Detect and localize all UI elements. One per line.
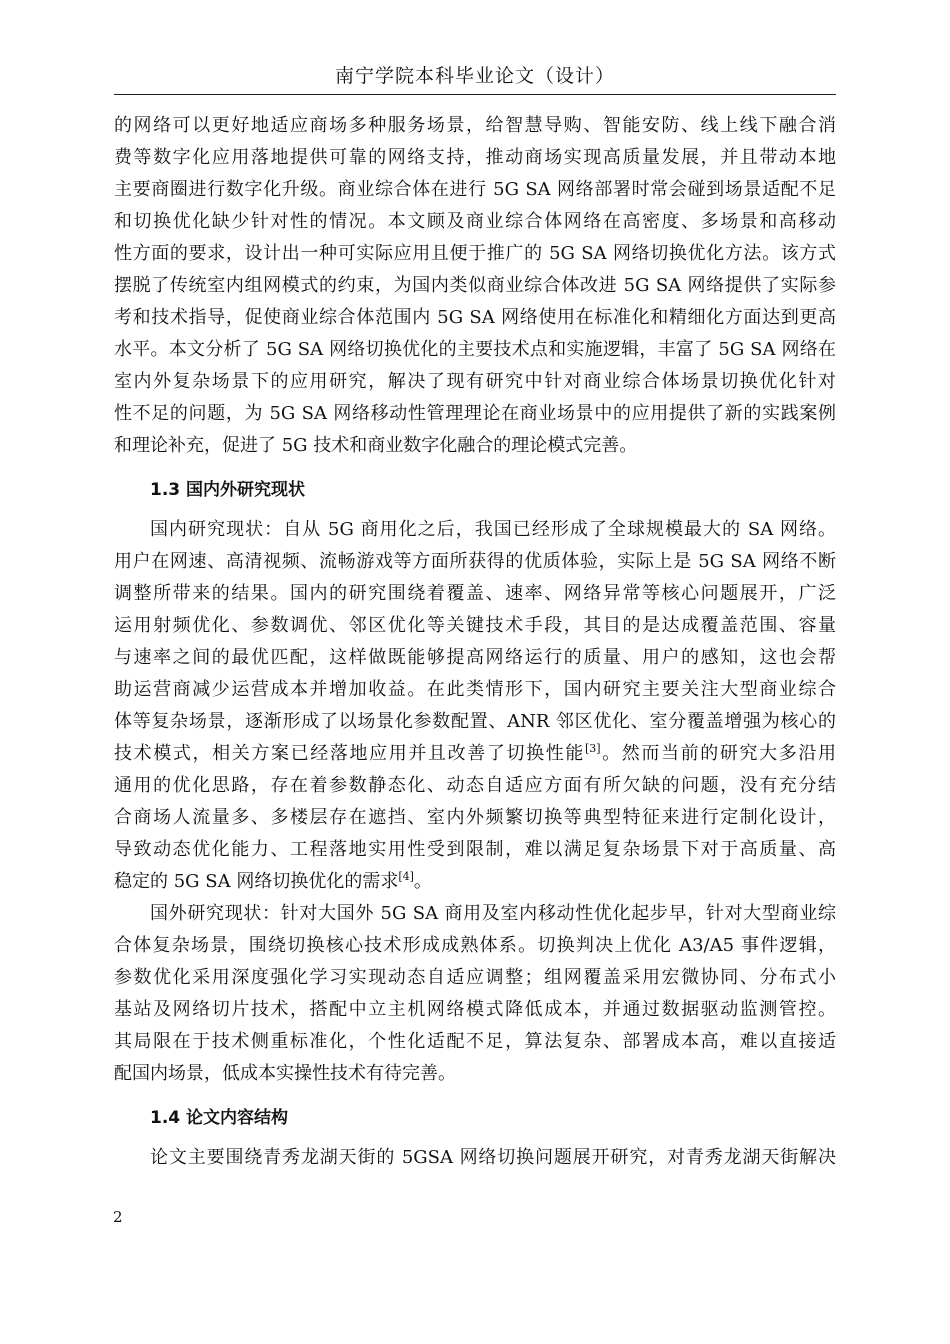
paragraph-line: 和理论补充，促进了 5G 技术和商业数字化融合的理论模式完善。	[114, 435, 638, 456]
line-text: 。然而当前的研究大多沿用	[600, 743, 836, 764]
paragraph-line: 国外研究现状：针对大国外 5G SA 商用及室内移动性优化起步早，针对大型商业综	[150, 903, 836, 924]
paragraph-line: 运用射频优化、参数调优、邻区优化等关键技术手段，其目的是达成覆盖范围、容量	[114, 615, 836, 636]
paragraph-line: 论文主要围绕青秀龙湖天街的 5GSA 网络切换问题展开研究，对青秀龙湖天街解决	[150, 1147, 836, 1168]
line-text: 。	[413, 871, 432, 892]
paragraph-line: 导致动态优化能力、工程落地实用性受到限制，难以满足复杂场景下对于高质量、高	[114, 839, 836, 860]
page-number: 2	[113, 1208, 123, 1226]
paragraph-line: 性不足的问题，为 5G SA 网络移动性管理理论在商业场景中的应用提供了新的实践案例	[114, 403, 836, 424]
paragraph-line: 基站及网络切片技术，搭配中立主机网络模式降低成本，并通过数据驱动监测管控。	[114, 999, 836, 1020]
paragraph-line: 摆脱了传统室内组网模式的约束，为国内类似商业综合体改进 5G SA 网络提供了实际参	[114, 275, 836, 296]
section-heading-1-4: 1.4 论文内容结构	[150, 1108, 289, 1128]
paragraph-line: 主要商圈进行数字化升级。商业综合体在进行 5G SA 网络部署时常会碰到场景适配不足	[114, 179, 836, 200]
paragraph-line: 性方面的要求，设计出一种可实际应用且便于推广的 5G SA 网络切换优化方法。该方式	[114, 243, 836, 264]
paragraph-line: 室内外复杂场景下的应用研究，解决了现有研究中针对商业综合体场景切换优化针对	[114, 371, 836, 392]
paragraph-line: 费等数字化应用落地提供可靠的网络支持，推动商场实现高质量发展，并且带动本地	[114, 147, 836, 168]
citation-3: [3]	[584, 742, 601, 755]
paragraph-line: 的网络可以更好地适应商场多种服务场景，给智慧导购、智能安防、线上线下融合消	[114, 115, 836, 136]
paragraph-line: 配国内场景，低成本实操性技术有待完善。	[114, 1063, 456, 1084]
paragraph-line: 用户在网速、高清视频、流畅游戏等方面所获得的优质体验，实际上是 5G SA 网络不断	[114, 551, 836, 572]
paragraph-line: 其局限在于技术侧重标准化，个性化适配不足，算法复杂、部署成本高，难以直接适	[114, 1031, 836, 1052]
paragraph-line: 考和技术指导，促使商业综合体范围内 5G SA 网络使用在标准化和精细化方面达到更高	[114, 307, 836, 328]
line-text: 技术模式，相关方案已经落地应用并且改善了切换性能	[114, 743, 585, 764]
paragraph-line-with-citation	[114, 866, 836, 898]
page-body	[114, 110, 836, 1174]
paragraph-line-with-citation	[114, 738, 836, 770]
paragraph-line: 调整所带来的结果。国内的研究围绕着覆盖、速率、网络异常等核心问题展开，广泛	[114, 583, 836, 604]
running-header: 南宁学院本科毕业论文（设计）	[334, 65, 615, 87]
paragraph-line: 水平。本文分析了 5G SA 网络切换优化的主要技术点和实施逻辑，丰富了 5G SA 网络在	[114, 339, 836, 360]
header-rule	[114, 94, 836, 95]
paragraph-line: 体等复杂场景，逐渐形成了以场景化参数配置、ANR 邻区优化、室分覆盖增强为核心的	[114, 711, 836, 732]
paragraph-line: 合体复杂场景，围绕切换核心技术形成成熟体系。切换判决上优化 A3/A5 事件逻辑，	[114, 935, 836, 956]
line-text: 稳定的 5G SA 网络切换优化的需求	[114, 871, 399, 892]
section-heading-1-3: 1.3 国内外研究现状	[150, 480, 306, 500]
citation-4: [4]	[398, 870, 414, 883]
paragraph-line: 合商场人流量多、多楼层存在遮挡、室内外频繁切换等典型特征来进行定制化设计，	[114, 807, 836, 828]
paragraph-line: 国内研究现状：自从 5G 商用化之后，我国已经形成了全球规模最大的 SA 网络。	[150, 519, 836, 540]
paragraph-line: 参数优化采用深度强化学习实现动态自适应调整；组网覆盖采用宏微协同、分布式小	[114, 967, 836, 988]
paragraph-line: 和切换优化缺少针对性的情况。本文顾及商业综合体网络在高密度、多场景和高移动	[114, 211, 836, 232]
paragraph-line: 助运营商减少运营成本并增加收益。在此类情形下，国内研究主要关注大型商业综合	[114, 679, 836, 700]
paragraph-line: 与速率之间的最优匹配，这样做既能够提高网络运行的质量、用户的感知，这也会帮	[114, 647, 836, 668]
paragraph-line: 通用的优化思路，存在着参数静态化、动态自适应方面有所欠缺的问题，没有充分结	[114, 775, 836, 796]
